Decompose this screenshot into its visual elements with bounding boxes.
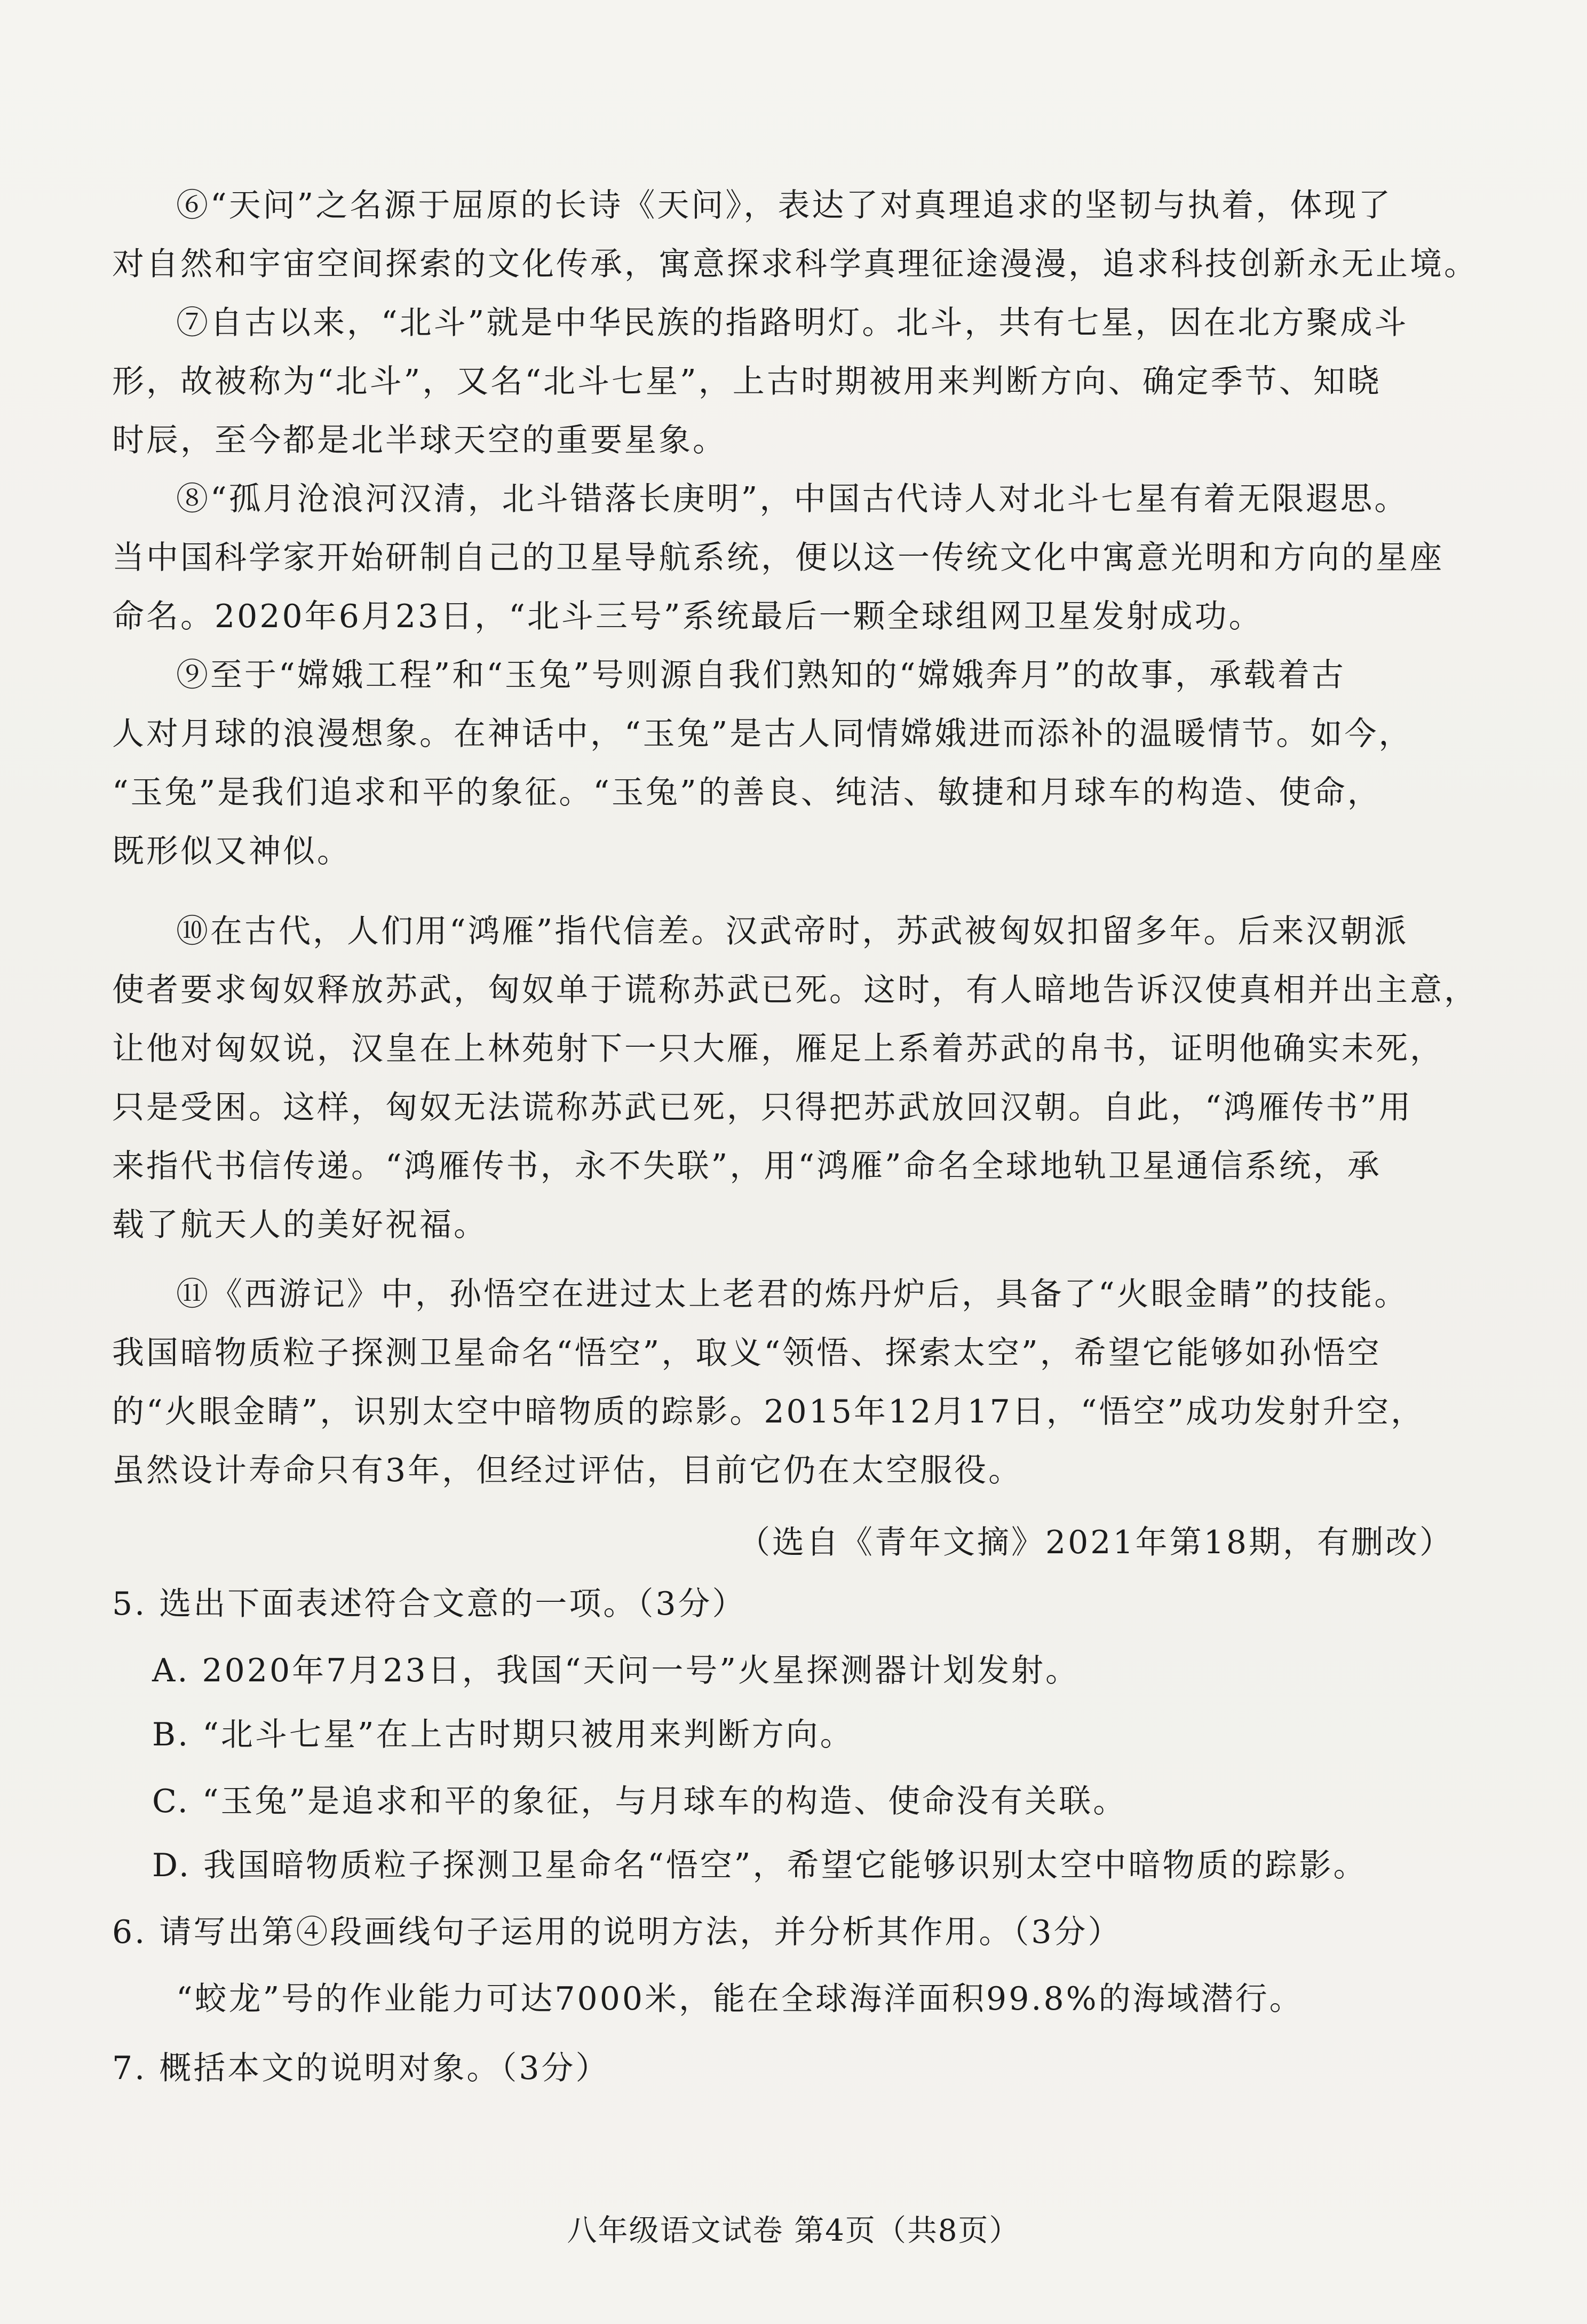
paragraph-10-line: 载了航天人的美好祝福。 — [112, 1206, 488, 1244]
paragraph-7-line: ⑦自古以来，“北斗”就是中华民族的指路明灯。北斗，共有七星，因在北方聚成斗 — [176, 304, 1409, 342]
paragraph-10-line: 使者要求匈奴释放苏武，匈奴单于谎称苏武已死。这时，有人暗地告诉汉使真相并出主意， — [112, 971, 1478, 1009]
paragraph-9-line: 人对月球的浪漫想象。在神话中，“玉兔”是古人同情嫦娥进而添补的温暖情节。如今， — [112, 715, 1413, 753]
question-5-option-d: D. 我国暗物质粒子探测卫星命名“悟空”，希望它能够识别太空中暗物质的踪影。 — [152, 1847, 1368, 1884]
paragraph-8-line: 当中国科学家开始研制自己的卫星导航系统，便以这一传统文化中寓意光明和方向的星座 — [112, 539, 1444, 576]
question-5-option-b: B. “北斗七星”在上古时期只被用来判断方向。 — [152, 1716, 854, 1753]
paragraph-10-line: 只是受困。这样，匈奴无法谎称苏武已死，只得把苏武放回汉朝。自此，“鸿雁传书”用 — [112, 1089, 1413, 1126]
paragraph-7-line: 时辰，至今都是北半球天空的重要星象。 — [112, 422, 727, 459]
paragraph-6-line: ⑥“天问”之名源于屈原的长诗《天问》，表达了对真理追求的坚韧与执着，体现了 — [176, 187, 1393, 224]
question-7-stem: 7. 概括本文的说明对象。（3分） — [112, 2050, 610, 2087]
paragraph-10-line: 让他对匈奴说，汉皇在上林苑射下一只大雁，雁足上系着苏武的帛书，证明他确实未死， — [112, 1030, 1444, 1068]
question-5-option-c: C. “玉兔”是追求和平的象征，与月球车的构造、使命没有关联。 — [152, 1783, 1128, 1820]
question-6-stem: 6. 请写出第④段画线句子运用的说明方法，并分析其作用。（3分） — [112, 1914, 1122, 1951]
paragraph-7-line: 形，故被称为“北斗”，又名“北斗七星”，上古时期被用来判断方向、确定季节、知晓 — [112, 363, 1382, 400]
question-5-stem: 5. 选出下面表述符合文意的一项。（3分） — [112, 1585, 747, 1623]
paragraph-11-line: 虽然设计寿命只有3年，但经过评估，目前它仍在太空服役。 — [112, 1452, 1023, 1489]
paragraph-9-line: ⑨至于“嫦娥工程”和“玉兔”号则源自我们熟知的“嫦娥奔月”的故事，承载着古 — [176, 657, 1346, 694]
question-6-quote: “蛟龙”号的作业能力可达7000米，能在全球海洋面积99.8%的海域潜行。 — [176, 1980, 1304, 2018]
paragraph-8-line: 命名。2020年6月23日，“北斗三号”系统最后一颗全球组网卫星发射成功。 — [112, 598, 1263, 635]
paragraph-8-line: ⑧“孤月沧浪河汉清，北斗错落长庚明”，中国古代诗人对北斗七星有着无限遐思。 — [176, 480, 1409, 518]
paragraph-10-line: ⑩在古代，人们用“鸿雁”指代信差。汉武帝时，苏武被匈奴扣留多年。后来汉朝派 — [176, 913, 1409, 950]
paragraph-11-line: ⑪《西游记》中，孙悟空在进过太上老君的炼丹炉后，具备了“火眼金睛”的技能。 — [176, 1276, 1409, 1313]
paragraph-6-line: 对自然和宇宙空间探索的文化传承，寓意探求科学真理征途漫漫，追求科技创新永无止境。 — [112, 246, 1478, 283]
paragraph-9-line: 既形似又神似。 — [112, 833, 351, 870]
paragraph-9-line: “玉兔”是我们追求和平的象征。“玉兔”的善良、纯洁、敏捷和月球车的构造、使命， — [112, 774, 1382, 811]
question-5-option-a: A. 2020年7月23日，我国“天问一号”火星探测器计划发射。 — [152, 1652, 1080, 1689]
paragraph-10-line: 来指代书信传递。“鸿雁传书，永不失联”，用“鸿雁”命名全球地轨卫星通信系统，承 — [112, 1148, 1382, 1185]
source-citation: （选自《青年文摘》2021年第18期，有删改） — [737, 1524, 1454, 1561]
page-footer: 八年级语文试卷 第4页（共8页） — [567, 2214, 1020, 2248]
paragraph-11-line: 我国暗物质粒子探测卫星命名“悟空”，取义“领悟、探索太空”，希望它能够如孙悟空 — [112, 1334, 1382, 1372]
paragraph-11-line: 的“火眼金睛”，识别太空中暗物质的踪影。2015年12月17日，“悟空”成功发射升空， — [112, 1393, 1425, 1430]
